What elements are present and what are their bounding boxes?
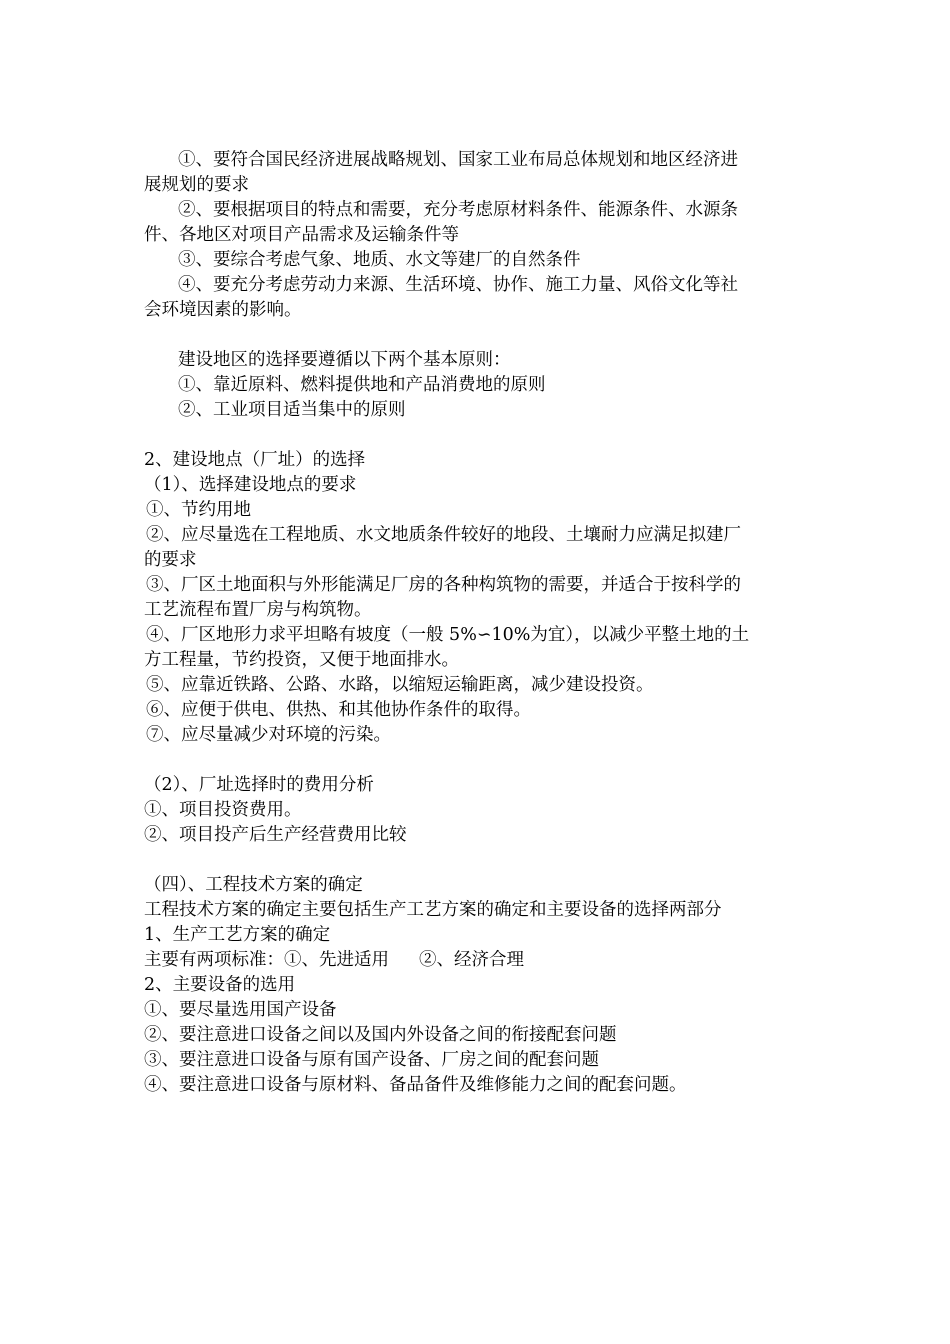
blank-line [144,323,809,348]
list-item: ③、厂区土地面积与外形能满足厂房的各种构筑物的需要，并适合于按科学的 [146,575,741,595]
paragraph-line: ②、要根据项目的特点和需要，充分考虑原材料条件、能源条件、水源条 [178,200,738,220]
paragraph-line: 展规划的要求 [144,175,249,195]
blank-line [144,848,809,873]
section-heading: （四）、工程技术方案的确定 [144,875,363,895]
list-item-continuation: 方工程量，节约投资，又便于地面排水。 [144,650,459,670]
list-item: ②、工业项目适当集中的原则 [178,400,406,420]
paragraph-line: ③、要综合考虑气象、地质、水文等建厂的自然条件 [178,250,581,270]
list-item: ④、要注意进口设备与原材料、备品备件及维修能力之间的配套问题。 [144,1075,687,1095]
standard-2: ②、经济合理 [419,950,524,970]
standards-line [144,948,809,973]
list-item: ⑥、应便于供电、供热、和其他协作条件的取得。 [146,700,531,720]
list-item: ①、节约用地 [146,500,251,520]
paragraph-line: 件、各地区对项目产品需求及运输条件等 [144,225,459,245]
list-item: ⑦、应尽量减少对环境的污染。 [146,725,391,745]
section-heading: 2、建设地点（厂址）的选择 [144,450,366,470]
list-item: ②、要注意进口设备之间以及国内外设备之间的衔接配套问题 [144,1025,617,1045]
list-item: ④、厂区地形力求平坦略有坡度（一般 5%∽10%为宜），以减少平整土地的土 [146,625,750,645]
list-item-continuation: 的要求 [144,550,197,570]
list-item: ⑤、应靠近铁路、公路、水路，以缩短运输距离，减少建设投资。 [146,675,654,695]
principles-heading: 建设地区的选择要遵循以下两个基本原则： [178,350,511,370]
subsection-heading: （2）、厂址选择时的费用分析 [144,775,374,795]
subsection-heading: （1）、选择建设地点的要求 [144,475,357,495]
list-item: ②、项目投产后生产经营费用比较 [144,825,407,845]
list-item-continuation: 工艺流程布置厂房与构筑物。 [144,600,372,620]
blank-line [144,423,809,448]
paragraph-line: ①、要符合国民经济进展战略规划、国家工业布局总体规划和地区经济进 [178,150,738,170]
subsection-heading: 1、生产工艺方案的确定 [144,925,331,945]
list-item: ①、项目投资费用。 [144,800,302,820]
list-item: ①、靠近原料、燃料提供地和产品消费地的原则 [178,375,546,395]
subsection-heading: 2、主要设备的选用 [144,975,296,995]
document-body [144,148,809,1098]
blank-line [144,748,809,773]
paragraph-line: 会环境因素的影响。 [144,300,302,320]
list-item: ①、要尽量选用国产设备 [144,1000,337,1020]
list-item: ②、应尽量选在工程地质、水文地质条件较好的地段、土壤耐力应满足拟建厂 [146,525,741,545]
list-item: ③、要注意进口设备与原有国产设备、厂房之间的配套问题 [144,1050,599,1070]
standard-1: 主要有两项标准：①、先进适用 [144,950,389,970]
paragraph-line: ④、要充分考虑劳动力来源、生活环境、协作、施工力量、风俗文化等社 [178,275,738,295]
paragraph-line: 工程技术方案的确定主要包括生产工艺方案的确定和主要设备的选择两部分 [144,900,722,920]
